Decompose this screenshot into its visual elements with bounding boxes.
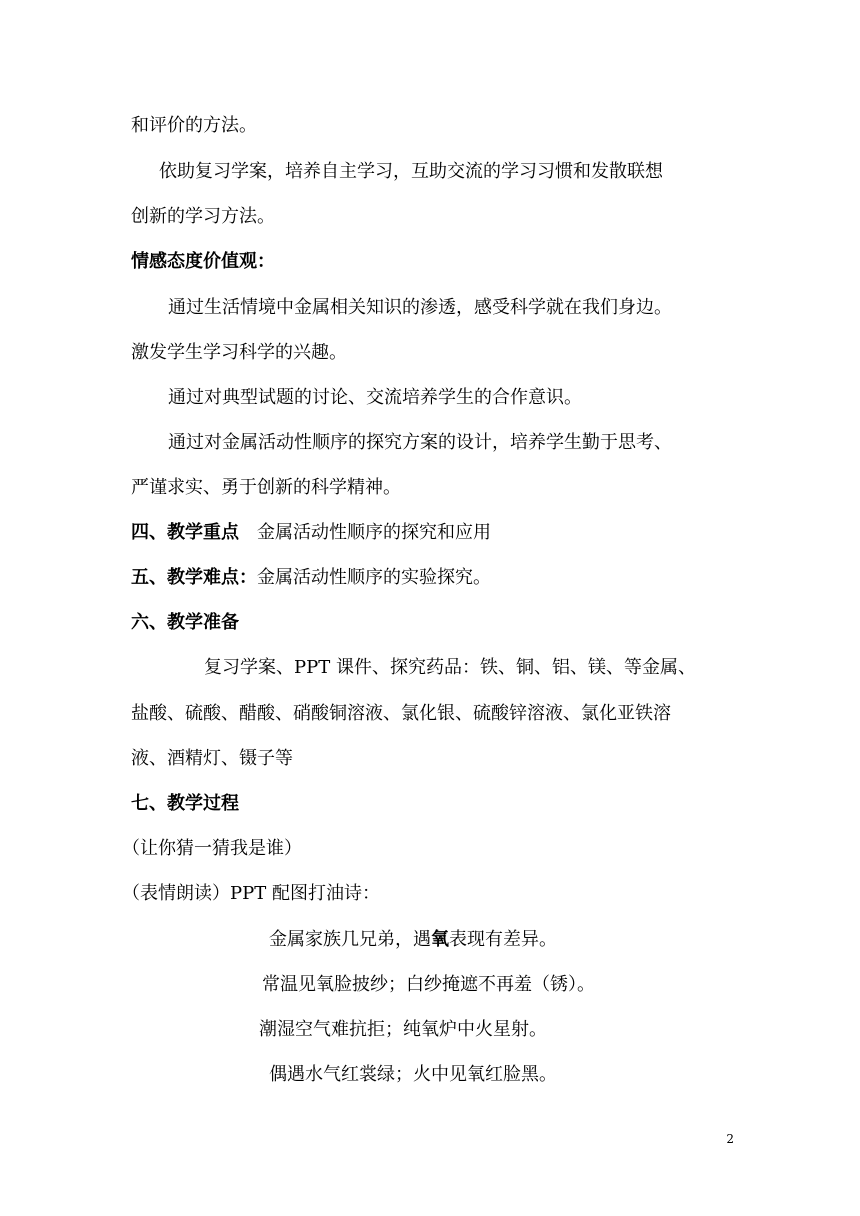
section4-text: 金属活动性顺序的探究和应用 <box>257 522 491 543</box>
section6-line3: 液、酒精灯、镊子等 <box>131 748 293 769</box>
page-number: 2 <box>726 1132 734 1146</box>
section5-row <box>131 566 491 590</box>
section5-heading: 五、教学难点： <box>131 567 257 588</box>
values-heading: 情感态度价值观： <box>131 251 275 272</box>
section7-note2: （表情朗读）PPT 配图打油诗： <box>122 883 380 904</box>
values-para1-line2: 激发学生学习科学的兴趣。 <box>131 342 347 363</box>
section6-line2: 盐酸、硫酸、醋酸、硝酸铜溶液、氯化银、硫酸锌溶液、氯化亚铁溶 <box>131 703 671 724</box>
method-para-line1: 依助复习学案，培养自主学习，互助交流的学习习惯和发散联想 <box>159 161 663 182</box>
section6-line1: 复习学案、PPT 课件、探究药品：铁、铜、铝、镁、等金属、 <box>204 657 696 678</box>
poem-line3: 潮湿空气难抗拒；纯氧炉中火星射。 <box>259 1019 547 1040</box>
method-para-line2: 创新的学习方法。 <box>131 206 275 227</box>
section6-heading: 六、教学准备 <box>131 612 239 633</box>
poem-line1-c: 表现有差异。 <box>449 929 557 950</box>
values-para3-line2: 严谨求实、勇于创新的科学精神。 <box>131 477 401 498</box>
poem-line2: 常温见氧脸披纱；白纱掩遮不再羞（锈）。 <box>262 974 595 995</box>
section7-heading: 七、教学过程 <box>131 793 239 814</box>
poem-line1-a: 金属家族几兄弟，遇 <box>269 929 431 950</box>
values-para1-line1: 通过生活情境中金属相关知识的渗透，感受科学就在我们身边。 <box>168 297 672 318</box>
values-para2: 通过对典型试题的讨论、交流培养学生的合作意识。 <box>168 387 582 408</box>
section4-row <box>131 521 491 545</box>
poem-line4: 偶遇水气红裳绿；火中见氧红脸黑。 <box>269 1064 557 1085</box>
poem-line1 <box>269 928 557 952</box>
poem-line1-b: 氧 <box>431 929 449 950</box>
continuation-text: 和评价的方法。 <box>131 115 257 136</box>
section7-note1: （让你猜一猜我是谁） <box>122 838 302 859</box>
values-para3-line1: 通过对金属活动性顺序的探究方案的设计，培养学生勤于思考、 <box>168 432 672 453</box>
section5-text: 金属活动性顺序的实验探究。 <box>257 567 491 588</box>
section4-heading: 四、教学重点 <box>131 522 239 543</box>
